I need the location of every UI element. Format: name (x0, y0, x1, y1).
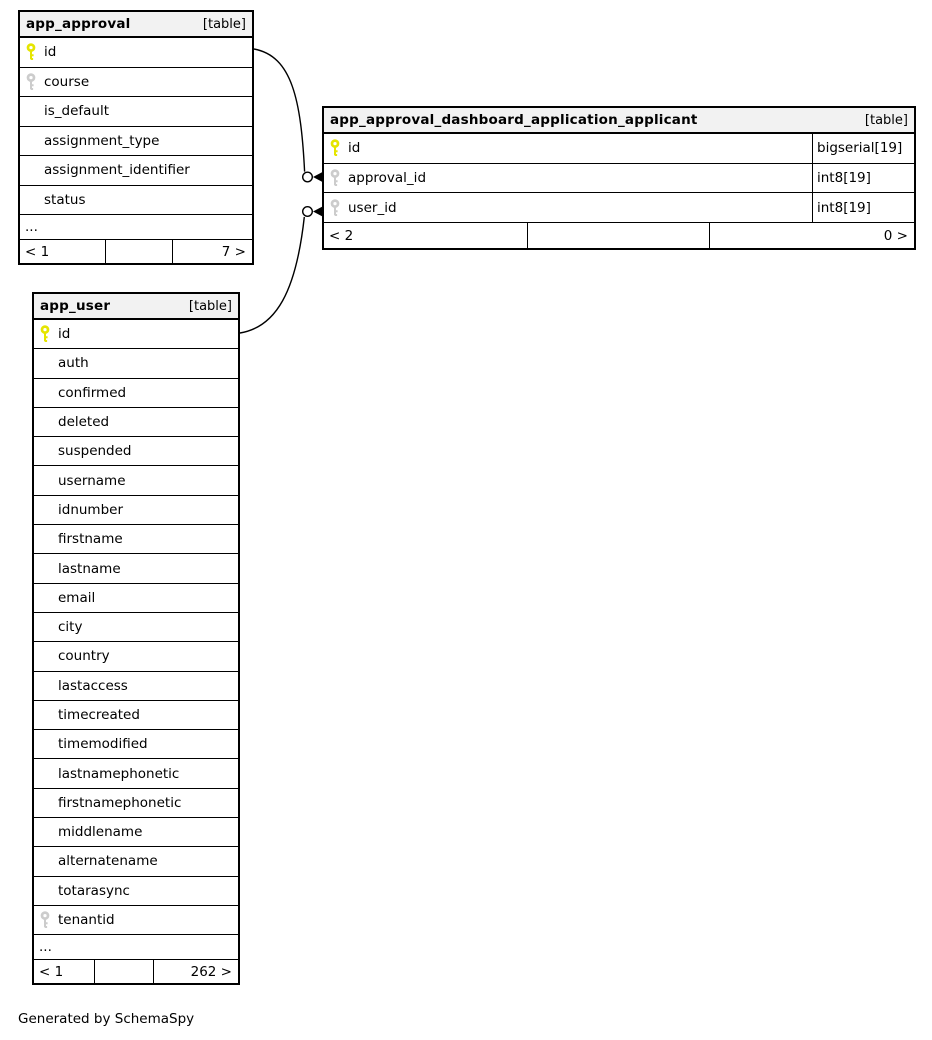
column-name-cell (40, 847, 238, 875)
column-name: suspended (58, 443, 132, 460)
column-name: city (58, 619, 83, 636)
footer-middle-cell (528, 223, 711, 248)
footer-left-count: < 1 (20, 240, 106, 263)
column-list (324, 134, 914, 223)
column-row-middlename (34, 818, 238, 847)
column-name: email (58, 589, 96, 606)
footer-left-count: < 1 (34, 960, 95, 983)
column-name: assignment_identifier (44, 162, 190, 179)
connector-arrowhead (313, 172, 322, 182)
column-name: username (58, 472, 126, 489)
column-row-totarasync (34, 877, 238, 906)
column-row-status (20, 186, 252, 216)
column-name-cell (40, 877, 238, 905)
column-name-cell (330, 134, 812, 163)
column-row-lastaccess (34, 672, 238, 701)
fk-approval_id-relationship (254, 49, 322, 182)
column-name: middlename (58, 824, 143, 841)
column-name-cell (40, 554, 238, 582)
column-name: auth (58, 355, 89, 372)
foreign-key-icon (330, 199, 340, 217)
column-name: timemodified (58, 736, 148, 753)
column-name-cell (26, 127, 252, 156)
foreign-key-icon (330, 169, 340, 187)
column-row-email (34, 584, 238, 613)
no-key-spacer (40, 677, 50, 695)
column-row-confirmed (34, 379, 238, 408)
ellipsis-row: ... (34, 935, 238, 960)
column-name-cell (40, 525, 238, 553)
column-row-approval_id (324, 164, 914, 194)
column-name-cell (40, 672, 238, 700)
column-name: course (44, 73, 90, 90)
column-name-cell (40, 701, 238, 729)
column-name: user_id (348, 199, 397, 216)
no-key-spacer (40, 472, 50, 490)
column-name: alternatename (58, 853, 158, 870)
column-name-cell (40, 584, 238, 612)
column-name: status (44, 191, 86, 208)
column-name-cell (330, 164, 812, 193)
column-name-cell (40, 320, 238, 348)
column-name: lastnamephonetic (58, 765, 180, 782)
generated-by-note: Generated by SchemaSpy (18, 1011, 195, 1027)
primary-key-icon (26, 43, 36, 61)
no-key-spacer (40, 852, 50, 870)
column-name: timecreated (58, 707, 140, 723)
column-name: lastname (58, 560, 121, 577)
column-name-cell (40, 759, 238, 787)
no-key-spacer (26, 161, 36, 179)
footer-left-count: < 2 (324, 223, 528, 248)
column-row-firstname (34, 525, 238, 554)
column-list (34, 320, 238, 935)
column-list (20, 38, 252, 215)
footer-right-count: 0 > (883, 227, 908, 244)
column-name: is_default (44, 103, 110, 120)
table-footer (324, 223, 914, 248)
column-name-cell (40, 906, 238, 934)
column-name: confirmed (58, 384, 127, 401)
table-app_user[interactable] (32, 292, 240, 985)
column-name: id (44, 44, 57, 61)
column-type: bigserial[19] (812, 134, 914, 163)
column-name-cell (40, 789, 238, 817)
column-row-auth (34, 349, 238, 378)
no-key-spacer (26, 191, 36, 209)
connector-circle (303, 172, 313, 182)
no-key-spacer (26, 132, 36, 150)
column-name: approval_id (348, 170, 427, 187)
column-row-assignment_type (20, 127, 252, 157)
column-name-cell (26, 38, 252, 67)
no-key-spacer (40, 647, 50, 665)
column-row-suspended (34, 437, 238, 466)
column-row-is_default (20, 97, 252, 127)
column-row-username (34, 466, 238, 495)
no-key-spacer (40, 589, 50, 607)
column-name-cell (26, 68, 252, 97)
no-key-spacer (40, 384, 50, 402)
table-title: app_user (40, 298, 111, 314)
column-name: firstname (58, 531, 123, 548)
table-tag: [table] (188, 298, 232, 314)
table-footer (34, 960, 238, 983)
table-tag: [table] (202, 16, 246, 32)
column-name: country (58, 648, 110, 665)
table-header (20, 12, 252, 38)
no-key-spacer (40, 765, 50, 783)
table-app_approval[interactable] (18, 10, 254, 265)
foreign-key-icon (40, 911, 50, 929)
column-row-city (34, 613, 238, 642)
column-row-timemodified (34, 730, 238, 759)
column-name: tenantid (58, 912, 115, 929)
no-key-spacer (40, 882, 50, 900)
column-name: firstnamephonetic (58, 794, 182, 811)
no-key-spacer (40, 618, 50, 636)
primary-key-icon (330, 139, 340, 157)
no-key-spacer (40, 413, 50, 431)
column-row-timecreated (34, 701, 238, 730)
table-header (34, 294, 238, 320)
column-row-lastname (34, 554, 238, 583)
column-name-cell (40, 466, 238, 494)
column-name-cell (40, 437, 238, 465)
column-row-id (324, 134, 914, 164)
column-row-lastnamephonetic (34, 759, 238, 788)
column-row-tenantid (34, 906, 238, 935)
column-name-cell (40, 408, 238, 436)
footer-right-count: 7 > (221, 243, 246, 260)
connector-arrowhead (313, 207, 322, 217)
column-name: id (348, 140, 361, 157)
column-name-cell (40, 613, 238, 641)
relationship-curve (254, 49, 305, 172)
column-name: totarasync (58, 882, 130, 899)
no-key-spacer (40, 501, 50, 519)
table-title: app_approval (26, 16, 131, 32)
footer-right-count: 262 > (190, 963, 232, 980)
ellipsis-row: ... (20, 215, 252, 240)
column-name: assignment_type (44, 132, 160, 149)
column-name-cell (26, 97, 252, 126)
column-name: deleted (58, 414, 110, 431)
table-app_approval_dashboard_application_applicant[interactable] (322, 106, 916, 250)
no-key-spacer (26, 102, 36, 120)
primary-key-icon (40, 325, 50, 343)
column-name-cell (26, 156, 252, 185)
column-name: lastaccess (58, 677, 128, 694)
column-name-cell (40, 349, 238, 377)
no-key-spacer (40, 442, 50, 460)
column-row-course (20, 68, 252, 98)
column-row-country (34, 642, 238, 671)
column-row-user_id (324, 193, 914, 223)
no-key-spacer (40, 735, 50, 753)
column-name-cell (40, 496, 238, 524)
column-row-deleted (34, 408, 238, 437)
column-type: int8[19] (812, 193, 914, 222)
column-row-idnumber (34, 496, 238, 525)
table-tag: [table] (864, 112, 908, 128)
connector-circle (303, 207, 313, 217)
column-row-firstnamephonetic (34, 789, 238, 818)
column-name-cell (26, 186, 252, 215)
column-row-assignment_identifier (20, 156, 252, 186)
column-name-cell (40, 642, 238, 670)
column-row-alternatename (34, 847, 238, 876)
foreign-key-icon (26, 73, 36, 91)
table-header (324, 108, 914, 134)
table-title: app_approval_dashboard_application_applicant (330, 112, 698, 128)
no-key-spacer (40, 706, 50, 724)
no-key-spacer (40, 560, 50, 578)
no-key-spacer (40, 530, 50, 548)
column-name: idnumber (58, 501, 124, 518)
column-name-cell (40, 818, 238, 846)
footer-middle-cell (106, 240, 173, 263)
table-footer (20, 240, 252, 263)
footer-middle-cell (95, 960, 154, 983)
column-row-id (20, 38, 252, 68)
no-key-spacer (40, 823, 50, 841)
column-name: id (58, 326, 71, 343)
column-type: int8[19] (812, 164, 914, 193)
no-key-spacer (40, 794, 50, 812)
column-name-cell (330, 193, 812, 222)
no-key-spacer (40, 354, 50, 372)
column-name-cell (40, 379, 238, 407)
column-name-cell (40, 730, 238, 758)
column-row-id (34, 320, 238, 349)
